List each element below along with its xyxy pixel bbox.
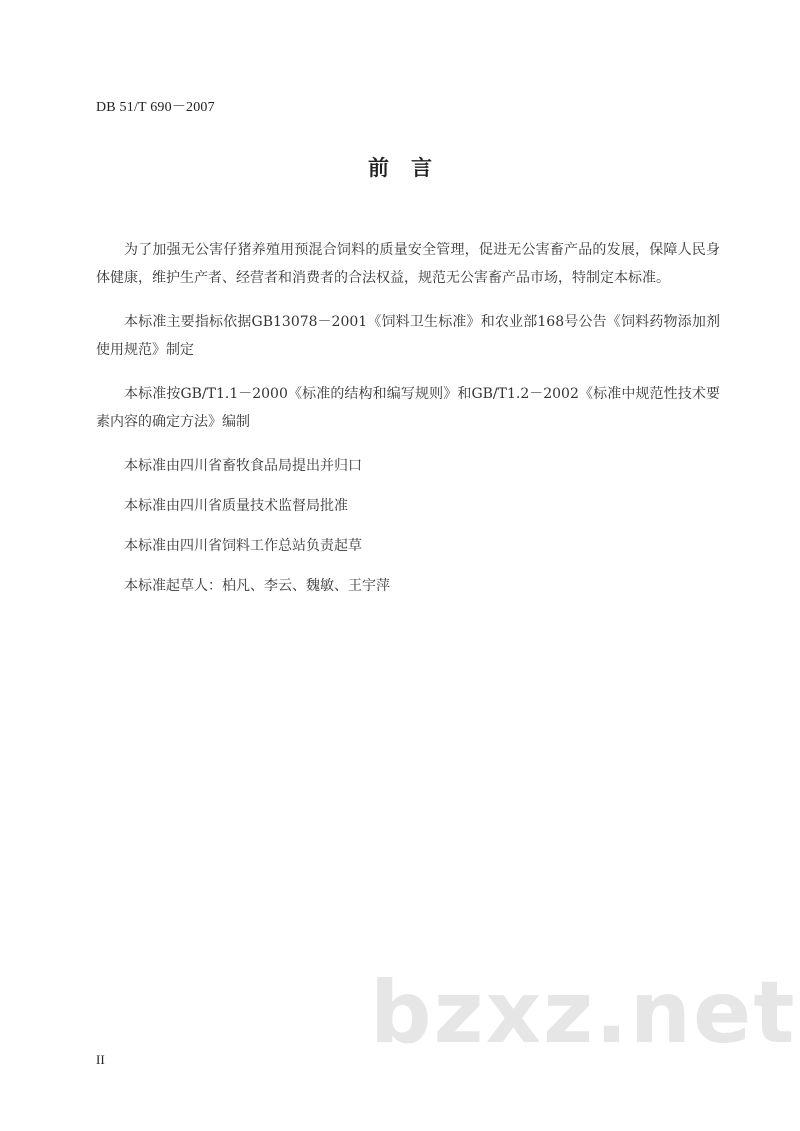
paragraph-approver: 本标准由四川省质量技术监督局批准 (124, 498, 348, 514)
standard-code: DB 51/T 690－2007 (96, 100, 215, 115)
page-title: 前言 (368, 156, 454, 180)
watermark: bzxz.net (370, 963, 797, 1063)
paragraph-drafters: 本标准起草人：柏凡、李云、魏敏、王宇萍 (124, 578, 390, 594)
page-number: II (96, 1052, 105, 1067)
paragraph-drafter-org: 本标准由四川省饲料工作总站负责起草 (124, 538, 362, 554)
paragraph-purpose: 为了加强无公害仔猪养殖用预混合饲料的质量安全管理，促进无公害畜产品的发展，保障人民身体健康，维护生产者、经营者和消费者的合法权益，规范无公害畜产品市场，特制定本标准。 (96, 242, 720, 286)
paragraph-drafting-rules: 本标准按GB/T1.1－2000《标准的结构和编写规则》和GB/T1.2－2002《标准中规范性技术要素内容的确定方法》编制 (96, 386, 720, 430)
foreword-body (96, 236, 720, 612)
paragraph-proposer: 本标准由四川省畜牧食品局提出并归口 (124, 458, 362, 474)
paragraph-basis: 本标准主要指标依据GB13078－2001《饲料卫生标准》和农业部168号公告《饲料药物添加剂使用规范》制定 (96, 314, 720, 358)
